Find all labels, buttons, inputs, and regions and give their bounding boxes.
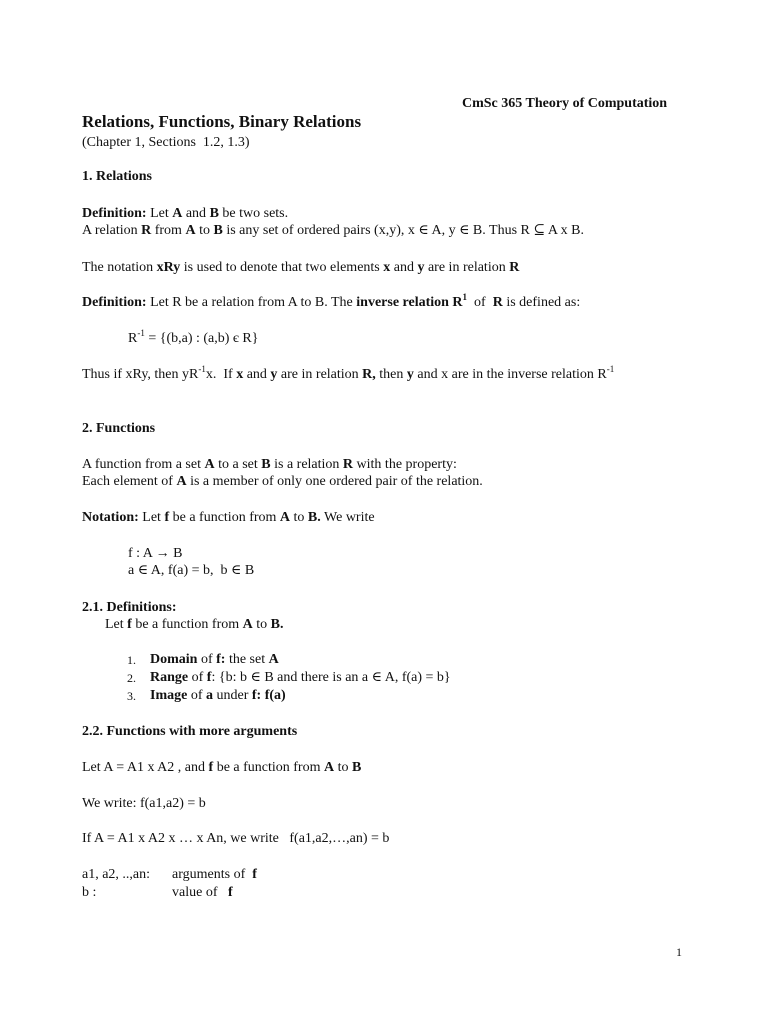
notation-xry: The notation xRy is used to denote that two elements x and y are in relation R (82, 260, 520, 275)
function-formula-mapping: f : A → B (128, 546, 183, 561)
function-notation: Notation: Let f be a function from A to B. We write (82, 510, 375, 525)
definition-inverse: Definition: Let R be a relation from A to B. The inverse relation $R^1$ of R is defined as: (82, 292, 581, 310)
list-item-image: Image of a under f: f(a) (150, 688, 286, 703)
course-header: CmSc 365 Theory of Computation (462, 96, 668, 111)
arguments-description: arguments of f (172, 867, 257, 882)
section-heading-more-arguments: 2.2. Functions with more arguments (82, 724, 298, 739)
list-item-domain: Domain of f: the set A (150, 652, 279, 667)
inverse-formula: $R^{-1} = \{(b,a)$ : (a,b) є R} (128, 328, 259, 346)
value-description: value of f (172, 885, 233, 900)
definitions-intro: Let f be a function from A to B. (105, 617, 284, 632)
function-formula-value: a ∈ A, f(a) = b, b ∈ B (128, 563, 255, 578)
page-subtitle: (Chapter 1, Sections 1.2, 1.3) (82, 135, 250, 150)
list-number: 1. (127, 653, 136, 667)
arguments-label: a1, a2, ..,an: (82, 867, 151, 882)
two-argument-notation: We write: f(a1,a2) = b (82, 796, 206, 811)
value-label: b : (82, 885, 97, 900)
list-item-range: Range of f: {b: b ∈ B and there is an a ∈ A, f(a) = b} (150, 670, 451, 685)
multi-argument-intro: Let A = A1 x A2 , and f be a function from A to B (82, 760, 362, 775)
page-title: Relations, Functions, Binary Relations (82, 112, 362, 131)
section-heading-functions: 2. Functions (82, 421, 156, 436)
function-definition: A function from a set A to a set B is a relation R with the property: (82, 457, 457, 472)
page-number: 1 (676, 945, 682, 959)
inverse-example: Thus if xRy, then $yR^{-1}x$. If x and y are in relation R, then y and x are in the inverse relation $R^{-1}$ (82, 364, 615, 382)
definition-sets: Definition: Let A and B be two sets. (82, 206, 289, 221)
list-number: 3. (127, 689, 136, 703)
relation-definition: A relation R from A to B is any set of ordered pairs (x,y), x ∈ A, y ∈ B. Thus R ⊆ A x B. (82, 223, 584, 238)
list-number: 2. (127, 671, 136, 685)
section-heading-definitions: 2.1. Definitions: (82, 600, 177, 615)
function-property: Each element of A is a member of only one ordered pair of the relation. (82, 474, 483, 489)
section-heading-relations: 1. Relations (82, 169, 152, 184)
n-argument-notation: If A = A1 x A2 x … x An, we write f(a1,a2,…,an) = b (82, 831, 390, 846)
